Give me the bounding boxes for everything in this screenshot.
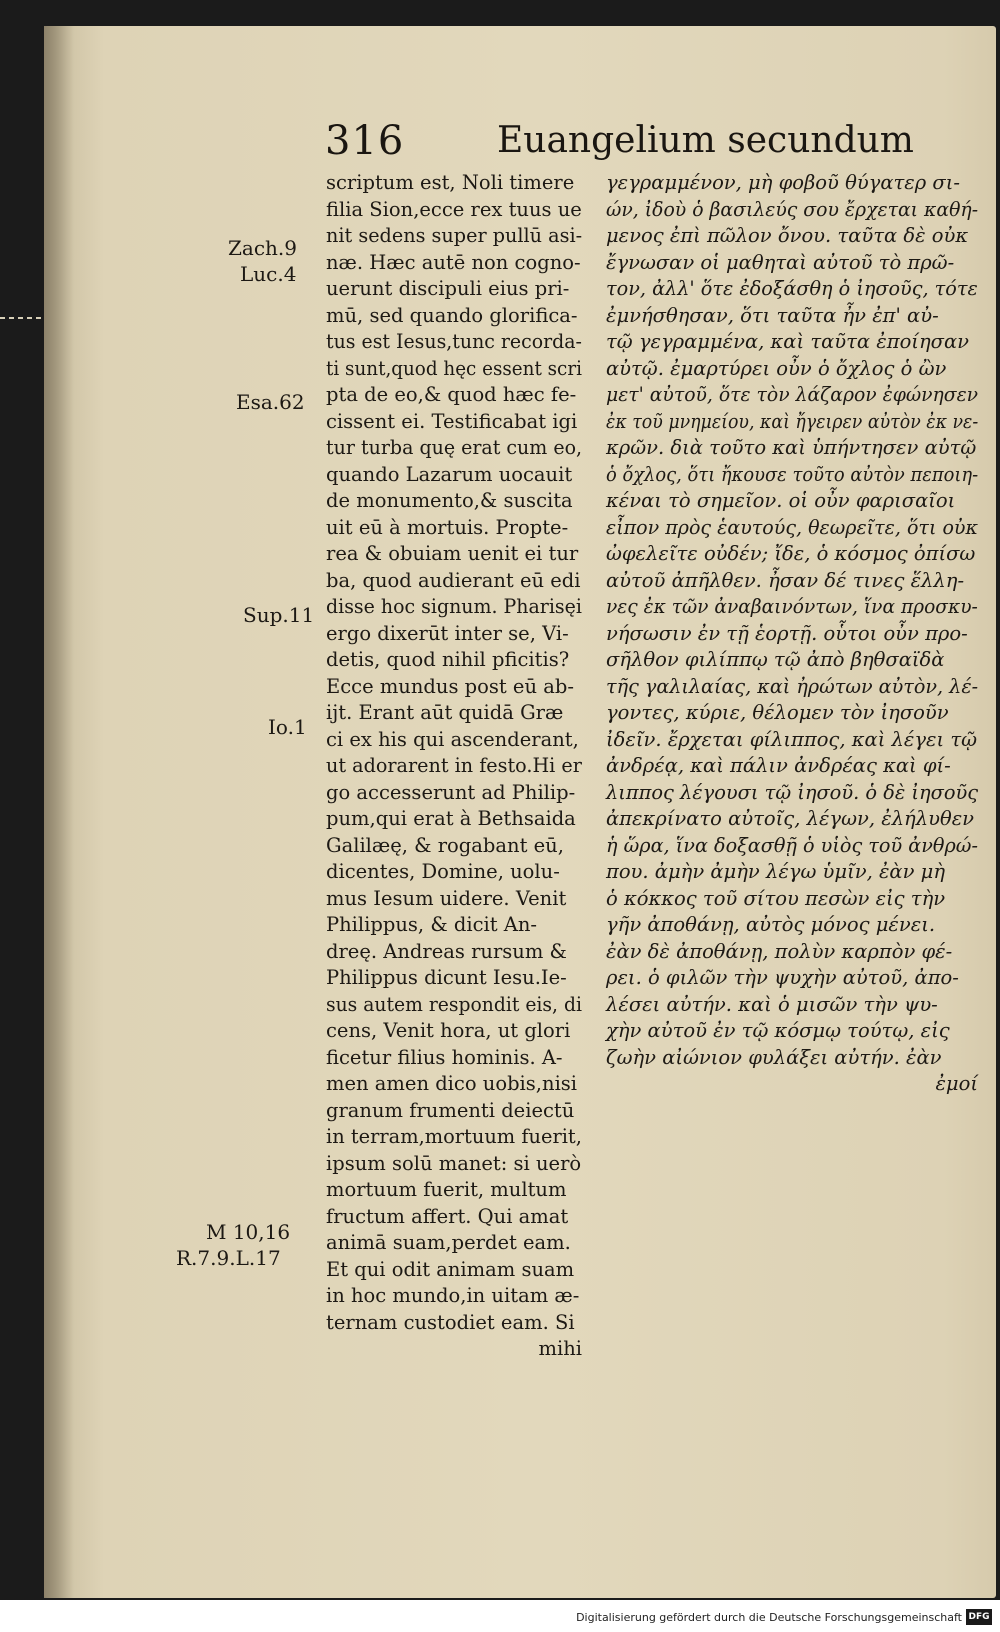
greek-text-line: ἰδεῖν. ἔρχεται φίλιππος, καὶ λέγει τῷ (606, 727, 978, 751)
latin-text-line: Et qui odit animam suam (326, 1257, 575, 1281)
latin-text-line: mihi (538, 1337, 582, 1360)
greek-text-line: μετ' αὐτοῦ, ὅτε τὸν λάζαρον ἐφώνησεν (606, 383, 979, 406)
latin-text-line: filia Sion,ecce rex tuus ue (326, 197, 582, 221)
latin-text-line: mū, sed quando glorifica- (326, 303, 578, 327)
latin-text-line: rea & obuiam uenit ei tur (326, 542, 579, 565)
greek-text-line: αὐτοῦ ἀπῆλθεν. ἦσαν δέ τινες ἕλλη- (606, 568, 965, 592)
latin-text-line: næ. Hæc autē non cogno- (326, 250, 581, 274)
latin-text-line: in terram,mortuum fuerit, (326, 1125, 582, 1148)
greek-text-line: ἔγνωσαν οἱ μαθηταὶ αὐτοῦ τὸ πρῶ- (606, 250, 955, 274)
latin-text-line: mus Iesum uidere. Venit (326, 886, 567, 910)
latin-text-line: de monumento,& suscita (326, 489, 573, 512)
greek-text-line: ἐκ τοῦ μνημείου, καὶ ἤγειρεν αὐτὸν ἐκ νε- (606, 409, 979, 433)
latin-text-line: ergo dixerūt inter se, Vi- (326, 621, 569, 645)
greek-text-line: αὐτῷ. ἐμαρτύρει οὖν ὁ ὄχλος ὁ ὢν (606, 356, 947, 380)
greek-text-line: ἡ ὥρα, ἵνα δοξασθῇ ὁ υἱὸς τοῦ ἀνθρώ- (606, 833, 978, 857)
greek-text-line: λιππος λέγουσι τῷ ἰησοῦ. ὁ δὲ ἰησοῦς (606, 780, 979, 804)
latin-text-line: uerunt discipuli eius pri- (326, 277, 570, 300)
scan-ruler-mark (0, 317, 44, 319)
latin-text-line: mortuum fuerit, multum (326, 1178, 567, 1201)
latin-text-line: dicentes, Domine, uolu- (326, 860, 560, 883)
latin-text-line: pum,qui erat à Bethsaida (326, 807, 576, 830)
latin-text-line: Galilæę, & rogabant eū, (326, 833, 564, 857)
page-number: 316 (325, 118, 405, 164)
latin-text-line: quando Lazarum uocauit (326, 462, 573, 486)
latin-text-line: ti sunt,quod hęc essent scri (326, 356, 582, 380)
greek-text-line: μενος ἐπὶ πῶλον ὄνου. ταῦτα δὲ οὐκ (606, 224, 969, 247)
latin-text-line: cissent ei. Testificabat igi (326, 409, 578, 433)
greek-column (606, 170, 978, 1098)
greek-text-line: σῆλθον φιλίππῳ τῷ ἀπὸ βηθσαϊδὰ (606, 648, 945, 671)
greek-text-line: ὠφελεῖτε οὐδέν; ἴδε, ὁ κόσμος ὀπίσω (606, 542, 976, 565)
greek-text-line: λέσει αὐτήν. καὶ ὁ μισῶν τὴν ψυ- (606, 992, 938, 1016)
greek-text-line: νήσωσιν ἐν τῇ ἑορτῇ. οὗτοι οὖν προ- (606, 621, 968, 645)
latin-text-line: ijt. Erant aūt quidā Græ (326, 701, 564, 724)
greek-text-line: γῆν ἀποθάνῃ, αὐτὸς μόνος μένει. (606, 913, 936, 936)
latin-text-line: go accesserunt ad Philip- (326, 780, 576, 804)
greek-text-line: ὁ ὄχλος, ὅτι ἤκουσε τοῦτο αὐτὸν πεποιη- (606, 462, 979, 486)
greek-text-line: κέναι τὸ σημεῖον. οἱ οὖν φαρισαῖοι (606, 489, 956, 512)
latin-text-line: Ecce mundus post eū ab- (326, 674, 574, 698)
page-gutter (44, 26, 74, 1598)
margin-note-io: Io.1 (268, 715, 307, 739)
margin-note-marc-luc: R.7.9.L.17 (176, 1246, 281, 1270)
latin-column (326, 170, 582, 1363)
latin-text-line: Philippus dicunt Iesu.Ie- (326, 966, 567, 989)
latin-text-line: in hoc mundo,in uitam æ- (326, 1284, 580, 1307)
margin-note-matth: M 10,16 (206, 1220, 291, 1244)
margin-note-esa: Esa.62 (236, 390, 305, 414)
greek-text-line: ών, ἰδοὺ ὁ βασιλεύς σου ἔρχεται καθή- (606, 197, 979, 221)
greek-text-line: ἀνδρέᾳ, καὶ πάλιν ἀνδρέας καὶ φί- (606, 754, 951, 777)
dfg-logo-icon: DFG (966, 1609, 992, 1625)
greek-text-line: που. ἀμὴν ἀμὴν λέγω ὑμῖν, ἐὰν μὴ (606, 860, 946, 883)
latin-text-line: scriptum est, Noli timere (326, 171, 575, 194)
greek-text-line: νες ἐκ τῶν ἀναβαινόντων, ἵνα προσκυ- (606, 595, 978, 618)
footer-bar (0, 1604, 1000, 1632)
greek-text-line: ἀπεκρίνατο αὐτοῖς, λέγων, ἐλήλυθεν (606, 807, 975, 830)
latin-text-line: disse hoc signum. Pharisęi (326, 595, 582, 618)
latin-text-line: tus est Iesus,tunc recorda- (326, 330, 582, 353)
latin-text-line: uit eū à mortuis. Propte- (326, 515, 569, 539)
margin-note-sup: Sup.11 (243, 603, 315, 627)
greek-text-line: χὴν αὐτοῦ ἐν τῷ κόσμῳ τούτῳ, εἰς (606, 1019, 950, 1042)
greek-text-line: τον, ἀλλ' ὅτε ἐδοξάσθη ὁ ἰησοῦς, τότε (606, 277, 978, 300)
running-title: Euangelium secundum (497, 120, 914, 161)
greek-text-line: εἶπον πρὸς ἑαυτούς, θεωρεῖτε, ὅτι οὐκ (606, 515, 978, 539)
latin-text-line: cens, Venit hora, ut glori (326, 1019, 571, 1042)
greek-text-line: γεγραμμένον, μὴ φοβοῦ θύγατερ σι- (606, 171, 960, 194)
latin-text-line: ut adorarent in festo.Hi er (326, 754, 582, 777)
latin-text-line: animā suam,perdet eam. (326, 1231, 571, 1254)
latin-text-line: ba, quod audierant eū edi (326, 568, 581, 592)
latin-text-line: dreę. Andreas rursum & (326, 939, 567, 963)
margin-note-zach: Zach.9 (228, 236, 297, 260)
greek-text-line: ἐμοί (935, 1072, 978, 1095)
greek-text-line: ρει. ὁ φιλῶν τὴν ψυχὴν αὐτοῦ, ἀπο- (606, 966, 959, 989)
latin-text-line: detis, quod nihil pficitis? (326, 648, 570, 671)
latin-text-line: ci ex his qui ascenderant, (326, 727, 579, 751)
greek-text-line: γοντες, κύριε, θέλομεν τὸν ἰησοῦν (606, 701, 949, 724)
latin-text-line: nit sedens super pullū asi- (326, 224, 583, 247)
greek-text-line: ἐμνήσθησαν, ὅτι ταῦτα ἦν ἐπ' αὐ- (606, 303, 939, 327)
greek-text-line: τῆς γαλιλαίας, καὶ ἠρώτων αὐτὸν, λέ- (606, 674, 979, 698)
greek-text-line: τῷ γεγραμμένα, καὶ ταῦτα ἐποίησαν (606, 330, 969, 353)
greek-text-line: ὁ κόκκος τοῦ σίτου πεσὼν εἰς τὴν (606, 886, 946, 910)
latin-text-line: granum frumenti deiectū (326, 1098, 575, 1122)
latin-text-line: fructum affert. Qui amat (326, 1204, 569, 1228)
latin-text-line: pta de eo,& quod hæc fe- (326, 383, 577, 406)
latin-text-line: Philippus, & dicit An- (326, 913, 538, 936)
latin-text-line: tur turba quę erat cum eo, (326, 436, 583, 459)
latin-text-line: ficetur filius hominis. A- (326, 1045, 563, 1069)
greek-text-line: κρῶν. διὰ τοῦτο καὶ ὑπήντησεν αὐτῷ (606, 436, 977, 459)
digitization-credit: Digitalisierung gefördert durch die Deutsche Forschungsgemeinschaft (576, 1611, 962, 1624)
latin-text-line: men amen dico uobis,nisi (326, 1072, 578, 1095)
margin-note-luc: Luc.4 (240, 262, 297, 286)
latin-text-line: ternam custodiet eam. Si (326, 1310, 575, 1334)
latin-text-line: ipsum solū manet: si uerò (326, 1151, 582, 1175)
greek-text-line: ἐὰν δὲ ἀποθάνῃ, πολὺν καρπὸν φέ- (606, 939, 953, 963)
greek-text-line: ζωὴν αἰώνιον φυλάξει αὐτήν. ἐὰν (606, 1045, 942, 1069)
latin-text-line: sus autem respondit eis, di (326, 992, 582, 1016)
